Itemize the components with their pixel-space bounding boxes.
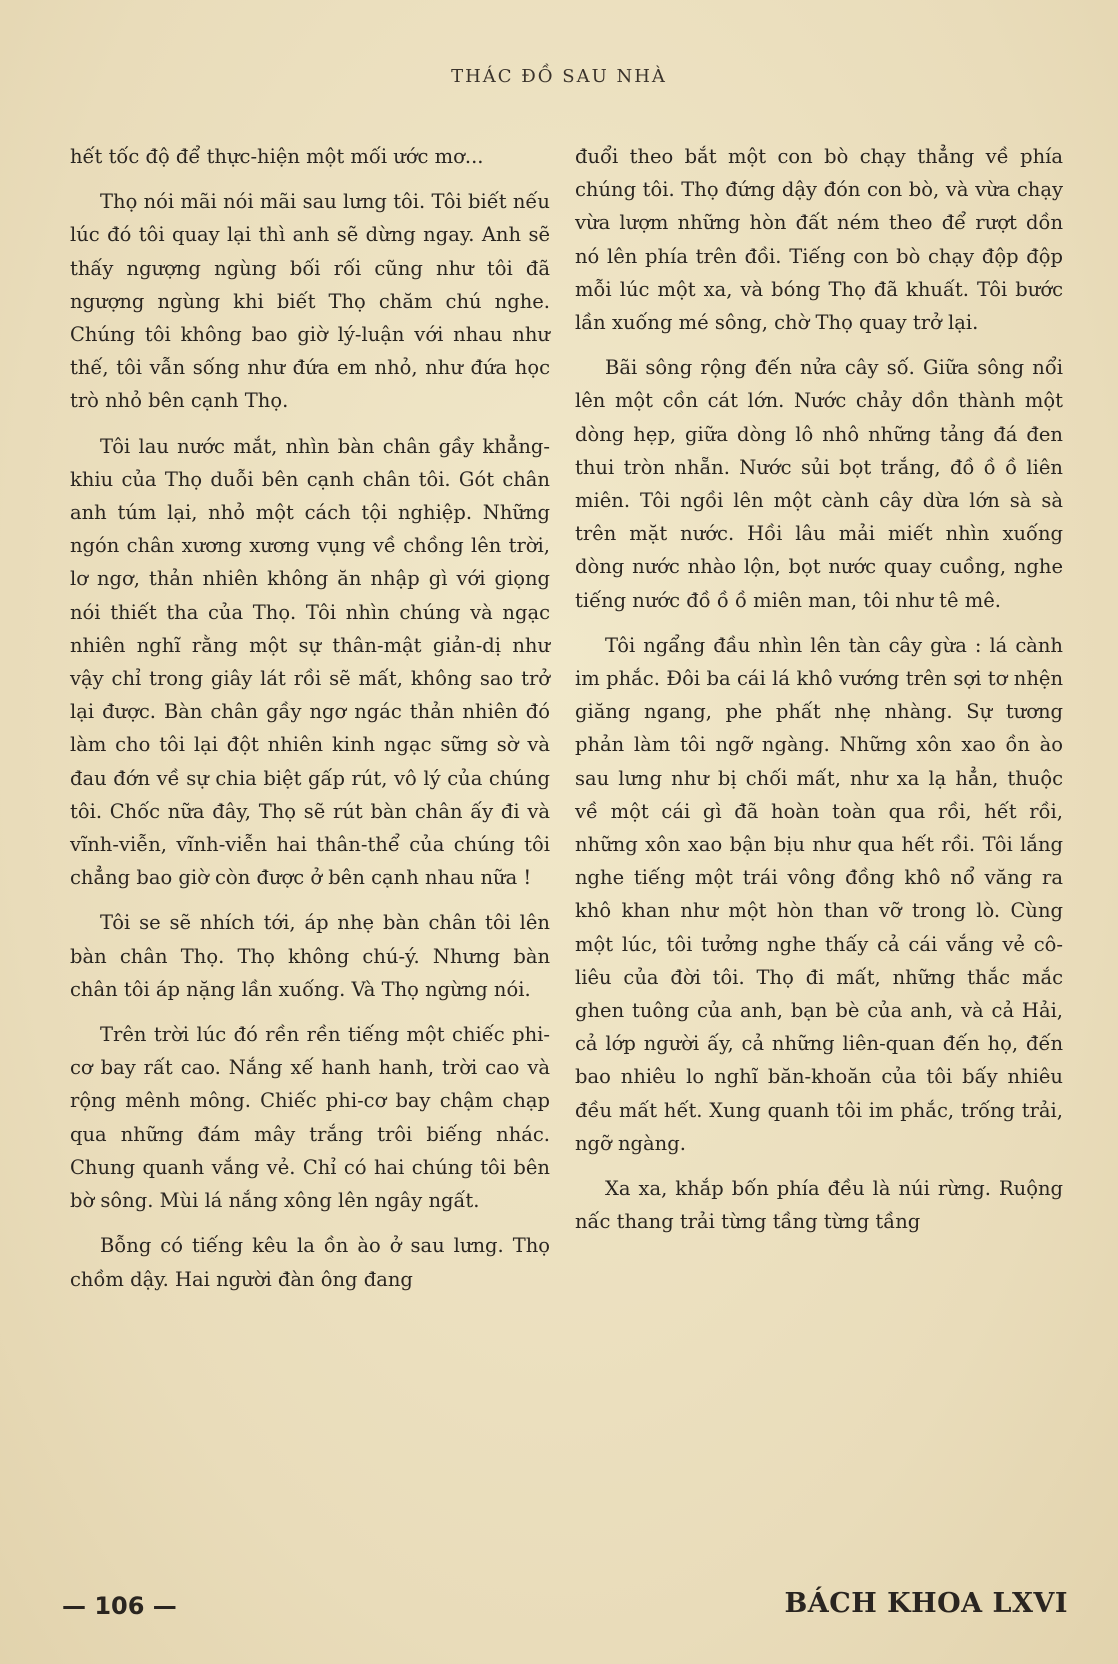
running-title: THÁC ĐỒ SAU NHÀ: [451, 66, 667, 87]
paragraph: Bãi sông rộng đến nửa cây số. Giữa sông nổi lên một cồn cát lớn. Nước chảy dồn thành một dòng hẹp, giữa dòng lô nhô những tảng đá đen thui tròn nhẵn. Nước sủi bọt trắng, đồ ồ ồ liên miên. Tôi ngồi lên một cành cây dừa lớn sà sà trên mặt nước. Hồi lâu mải miết nhìn xuống dòng nước nhào lộn, bọt nước quay cuồng, nghe tiếng nước đồ ồ ồ miên man, tôi như tê mê.: [575, 356, 1063, 612]
paragraph: Tôi se sẽ nhích tới, áp nhẹ bàn chân tôi lên bàn chân Thọ. Thọ không chú-ý. Nhưng bàn chân tôi áp nặng lần xuống. Và Thọ ngừng nói.: [70, 911, 550, 1001]
paragraph: Tôi lau nước mắt, nhìn bàn chân gầy khẳng-khiu của Thọ duỗi bên cạnh chân tôi. Gót chân anh túm lại, nhỏ một cách tội nghiệp. Những ngón chân xương xương vụng về chồng lên trời, lơ ngơ, thản nhiên không ăn nhập gì với giọng nói thiết tha của Thọ. Tôi nhìn chúng và ngạc nhiên nghĩ rằng một sự thân-mật giản-dị như vậy chỉ trong giây lát rồi sẽ mất, không sao trở lại được. Bàn chân gầy ngơ ngác thản nhiên đó làm cho tôi lại đột nhiên kinh ngạc sững sờ và đau đớn về sự chia biệt gấp rút, vô lý của chúng tôi. Chốc nữa đây, Thọ sẽ rút bàn chân ấy đi và vĩnh-viễn, vĩnh-viễn hai thân-thể của chúng tôi chẳng bao giờ còn được ở bên cạnh nhau nữa !: [70, 434, 550, 890]
paragraph: Thọ nói mãi nói mãi sau lưng tôi. Tôi biết nếu lúc đó tôi quay lại thì anh sẽ dừng ngay. Anh sẽ thấy ngượng ngùng bối rối cũng như tôi đã ngượng ngùng khi biết Thọ chăm chú nghe. Chúng tôi không bao giờ lý-luận với nhau như thế, tôi vẫn sống như đứa em nhỏ, như đứa học trò nhỏ bên cạnh Thọ.: [70, 190, 550, 413]
paragraph: hết tốc độ để thực-hiện một mối ước mơ...: [70, 145, 484, 168]
paragraph: Tôi ngẩng đầu nhìn lên tàn cây gừa : lá cành im phắc. Đôi ba cái lá khô vướng trên sợi tơ nhện giăng ngang, phe phất nhẹ nhàng. Sự tương phản làm tôi ngỡ ngàng. Những xôn xao ồn ào sau lưng như bị chối mất, như xa lạ hẳn, thuộc về một cái gì đã hoàn toàn qua rồi, hết rồi, những xôn xao bận bịu như qua hết rồi. Tôi lắng nghe tiếng một trái vông đồng khô nổ văng ra khô khan như một hòn than vỡ trong lò. Cùng một lúc, tôi tưởng nghe thấy cả cái vắng vẻ cô-liêu của đời tôi. Thọ đi mất, những thắc mắc ghen tuông của anh, bạn bè của anh, và cả Hải, cả lớp người ấy, cả những liên-quan đến họ, đến bao nhiêu lo nghĩ băn-khoăn của tôi bấy nhiêu đều mất hết. Xung quanh tôi im phắc, trống trải, ngỡ ngàng.: [575, 633, 1063, 1155]
paragraph: Xa xa, khắp bốn phía đều là núi rừng. Ruộng nấc thang trải từng tầng từng tầng: [575, 1177, 1063, 1234]
paragraph: Trên trời lúc đó rền rền tiếng một chiếc phi-cơ bay rất cao. Nắng xế hanh hanh, trời cao và rộng mênh mông. Chiếc phi-cơ bay chậm chạp qua những đám mây trắng trôi biếng nhác. Chung quanh vắng vẻ. Chỉ có hai chúng tôi bên bờ sông. Mùi lá nắng xông lên ngây ngất.: [70, 1023, 550, 1213]
paragraph: đuổi theo bắt một con bò chạy thẳng về phía chúng tôi. Thọ đứng dậy đón con bò, và vừa chạy vừa lượm những hòn đất ném theo để rượt dồn nó lên phía trên đồi. Tiếng con bò chạy độp độp mỗi lúc một xa, và bóng Thọ đã khuất. Tôi bước lần xuống mé sông, chờ Thọ quay trở lại.: [575, 145, 1063, 335]
paragraph: Bỗng có tiếng kêu la ồn ào ở sau lưng. Thọ chồm dậy. Hai người đàn ông đang: [70, 1234, 550, 1291]
publication-name: BÁCH KHOA LXVI: [784, 1588, 1068, 1619]
page-number: — 106 —: [62, 1592, 177, 1620]
right-column: [575, 140, 1063, 1239]
left-column: [70, 140, 550, 1296]
